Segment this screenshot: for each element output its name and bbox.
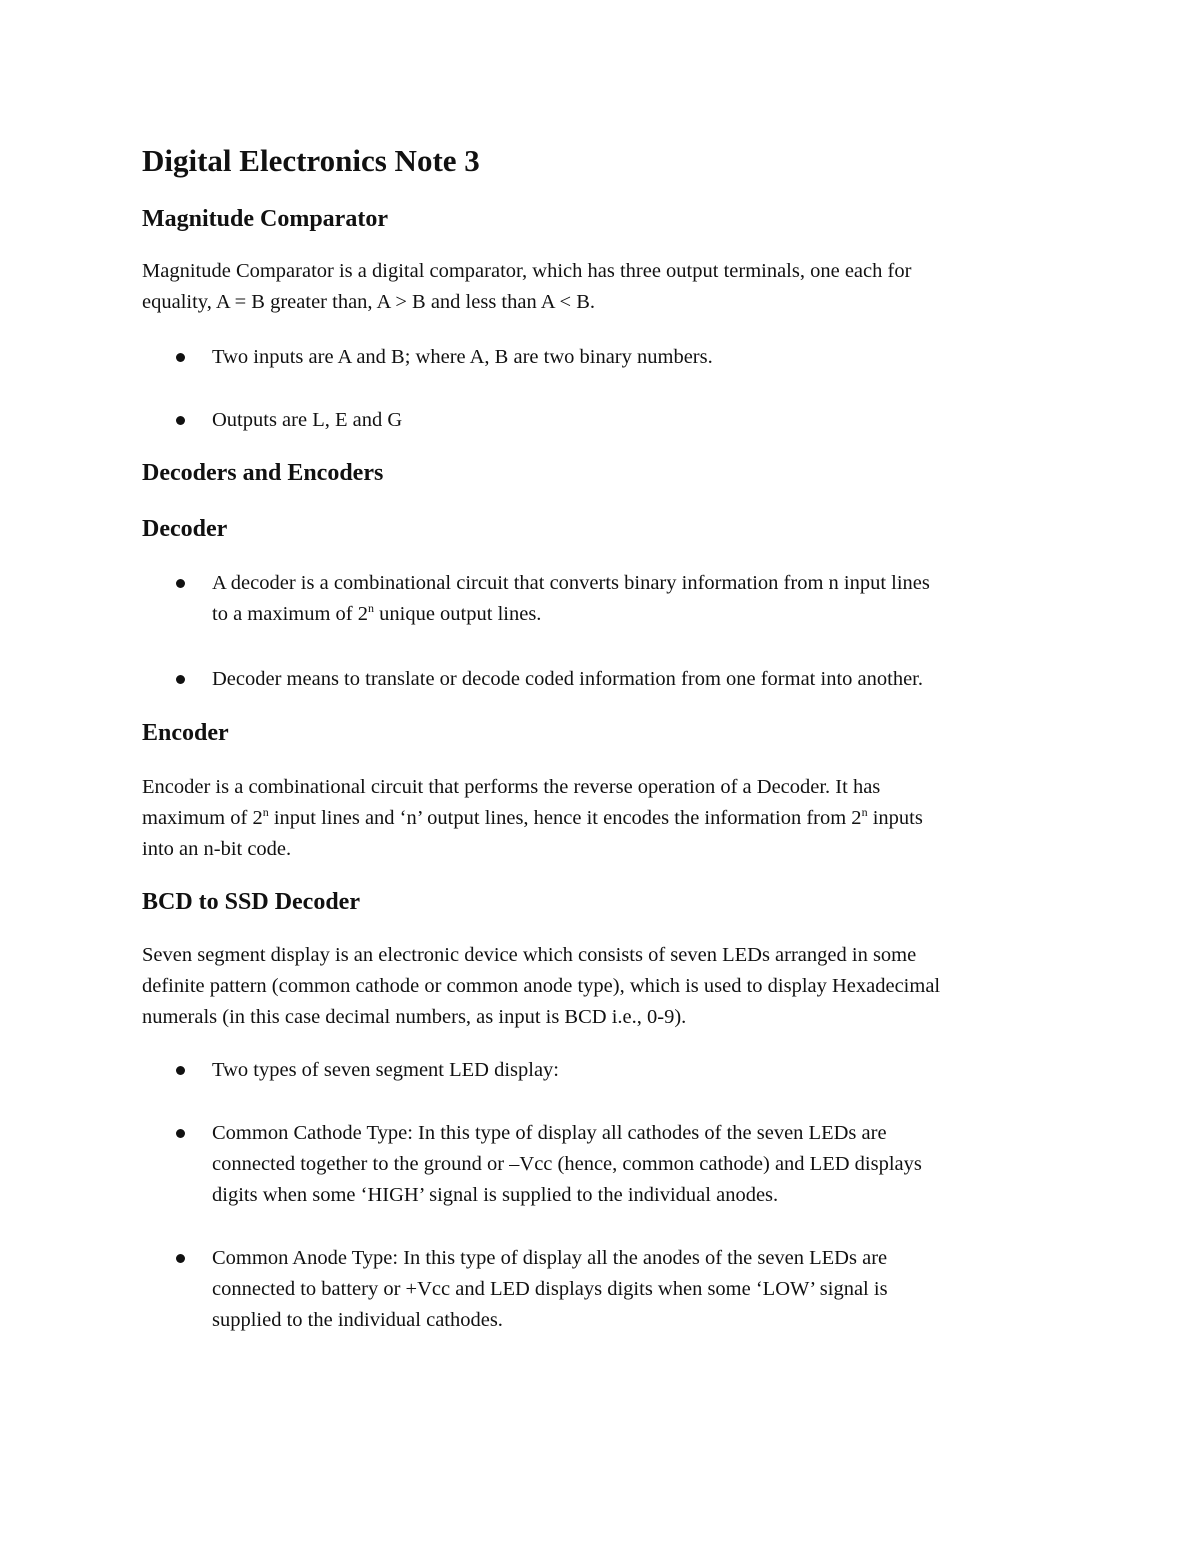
- list-item-text: Two inputs are A and B; where A, B are two binary numbers.: [212, 346, 713, 368]
- paragraph-line: Magnitude Comparator is a digital comparator, which has three output terminals, one each for: [142, 260, 912, 282]
- list-item-line: Common Anode Type: In this type of display all the anodes of the seven LEDs are: [212, 1247, 888, 1269]
- text-run: inputs: [867, 807, 923, 829]
- section-heading-encoder: Encoder: [142, 720, 229, 746]
- paragraph-line: numerals (in this case decimal numbers, as input is BCD i.e., 0-9).: [142, 1006, 687, 1028]
- text-run: unique output lines.: [374, 603, 542, 625]
- list-item-line: digits when some ‘HIGH’ signal is supplied to the individual anodes.: [212, 1184, 779, 1206]
- document-title: Digital Electronics Note 3: [142, 143, 480, 178]
- paragraph-line: definite pattern (common cathode or common anode type), which is used to display Hexadecimal: [142, 975, 941, 997]
- bullet-icon: [176, 1066, 185, 1075]
- paragraph-line: Encoder is a combinational circuit that performs the reverse operation of a Decoder. It has: [142, 776, 881, 798]
- list-item-line: supplied to the individual cathodes.: [212, 1309, 503, 1331]
- text-run: to a maximum of 2: [212, 603, 369, 625]
- paragraph-line: Seven segment display is an electronic device which consists of seven LEDs arranged in some: [142, 944, 917, 966]
- magnitude-comparator-paragraph: [142, 256, 1062, 318]
- bullet-icon: [176, 353, 185, 362]
- section-heading-decoders-and-encoders: Decoders and Encoders: [142, 460, 384, 486]
- bullet-icon: [176, 416, 185, 425]
- superscript: n: [262, 805, 269, 820]
- list-item-line: Common Cathode Type: In this type of display all cathodes of the seven LEDs are: [212, 1122, 887, 1144]
- list-item-line: connected to battery or +Vcc and LED displays digits when some ‘LOW’ signal is: [212, 1278, 888, 1300]
- bcd-ssd-paragraph: [142, 940, 1062, 1033]
- section-heading-bcd-to-ssd-decoder: BCD to SSD Decoder: [142, 889, 360, 915]
- bullet-icon: [176, 675, 185, 684]
- list-item-text: [212, 1243, 1062, 1336]
- bullet-icon: [176, 579, 185, 588]
- paragraph-line: into an n-bit code.: [142, 838, 292, 860]
- paragraph-line: [142, 803, 1062, 834]
- bullet-icon: [176, 1254, 185, 1263]
- list-item-text: Two types of seven segment LED display:: [212, 1059, 559, 1081]
- paragraph-line: equality, A = B greater than, A > B and less than A < B.: [142, 291, 595, 313]
- list-item-line: A decoder is a combinational circuit that converts binary information from n input lines: [212, 572, 930, 594]
- list-item-text: [212, 1118, 1062, 1211]
- list-item-text: Decoder means to translate or decode coded information from one format into another.: [212, 668, 923, 690]
- section-heading-magnitude-comparator: Magnitude Comparator: [142, 206, 388, 232]
- list-item-line: [212, 599, 1062, 630]
- list-item-text: Outputs are L, E and G: [212, 409, 403, 431]
- section-heading-decoder: Decoder: [142, 516, 228, 542]
- text-run: input lines and ‘n’ output lines, hence it encodes the information from 2: [268, 807, 862, 829]
- list-item-text: [212, 568, 1062, 630]
- text-run: maximum of 2: [142, 807, 263, 829]
- bullet-icon: [176, 1129, 185, 1138]
- superscript: n: [368, 601, 375, 616]
- superscript: n: [861, 805, 868, 820]
- list-item-line: connected together to the ground or –Vcc (hence, common cathode) and LED displays: [212, 1153, 922, 1175]
- encoder-paragraph: [142, 772, 1062, 865]
